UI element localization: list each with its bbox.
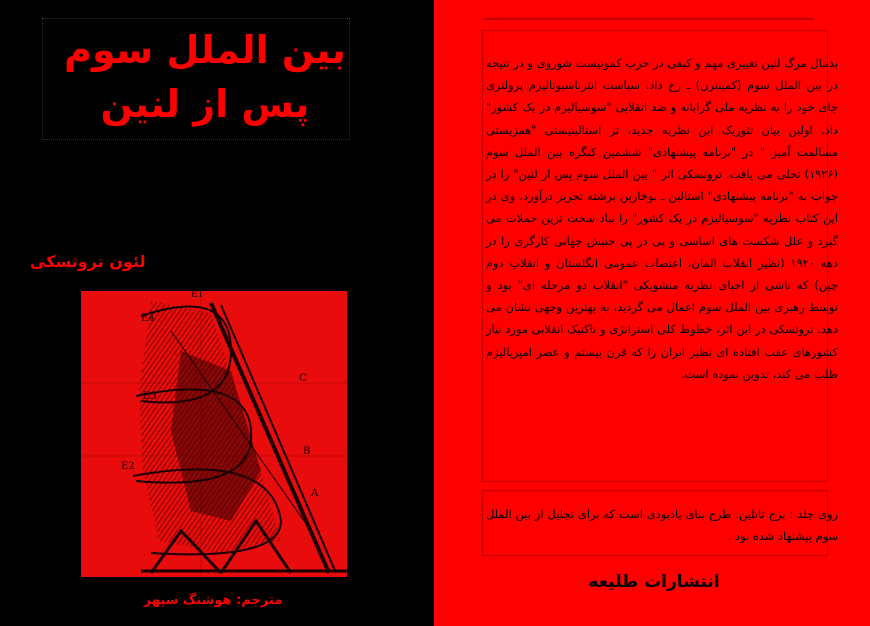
- artwork-label: A: [311, 488, 319, 499]
- artwork-label: E2: [121, 461, 135, 472]
- front-cover: [434, 0, 870, 626]
- book-title-line1: بین الملل سوم: [64, 28, 346, 72]
- tatlin-tower-artwork: [81, 291, 347, 577]
- translator-credit: مترجم: هوشنگ سپهر: [143, 593, 283, 608]
- author-name: لئون تروتسکی: [30, 252, 146, 271]
- back-cover: [0, 0, 434, 626]
- artwork-label: C: [299, 373, 307, 384]
- cover-caption: روی جلد : برج تاتلین. طرح بنای یادبودی است که برای تجلیل از بین الملل سوم پیشنهاد شده بود .: [486, 507, 838, 543]
- guide-line: [484, 18, 814, 20]
- artwork-label: E4: [141, 313, 155, 324]
- blurb-text: بدنبال مرگ لنین تغییری مهم و کیفی در حزب کمونیست شوروی و در نتیجه در بین الملل سوم (کمینترن) ـ رخ داد. سیاست انترناسیونالیزم پرولتری جای خود را به نظریه ملی گرایانه و ضد انقلابی "سوسیالیزم در یک کشور" داد. اولین بیان تئوریک این نظریه جدید، تز استالینیستی "همزیستی مسالمت آمیز " در "برنامه پیشنهادی" ششمین کنگره بین الملل سوم (۱۹۲۶) تجلی می یافت. تروتسکی اثر " بین الملل سوم پس از لنین" را در جواب به "برنامه پیشنهادی" استالین ـ بوخارین برشته تحریر درآورد. وی در این کتاب نظریه "سوسیالیزم در یک کشور" را بباد سخت ترین حملات می گیرد و علل شکست های اساسی و پی در پی جنبش جهانی کارگری را در دهه ۱۹۲۰ (نظیر انقلاب المان، اعتصاب عمومی انگلستان و انقلاب دوم چین) که ناشی از احیای نظریه منشویکی "انقلاب دو مرحله ای" بود و توسط رهبری بین الملل سوم اعمال می گردید، به بهترین وجهی نشان می دهد. تروتسکی در این اثر، خطوط کلی استراتژی و تاکتیک انقلابی مورد نیاز کشورهای عقب افتاده ای نظیر ایران را که قرن بیستم و عصر امپریالیزم طلب می کند، تدوین نموده است.: [486, 56, 838, 381]
- book-title-line2: پس از لنین: [100, 82, 310, 126]
- publisher-name: انتشارات طلیعه: [588, 572, 720, 592]
- artwork-label: E3: [143, 391, 157, 402]
- artwork-label: E1: [191, 291, 204, 300]
- artwork-label: B: [303, 446, 311, 457]
- tower-drawing: [81, 291, 347, 577]
